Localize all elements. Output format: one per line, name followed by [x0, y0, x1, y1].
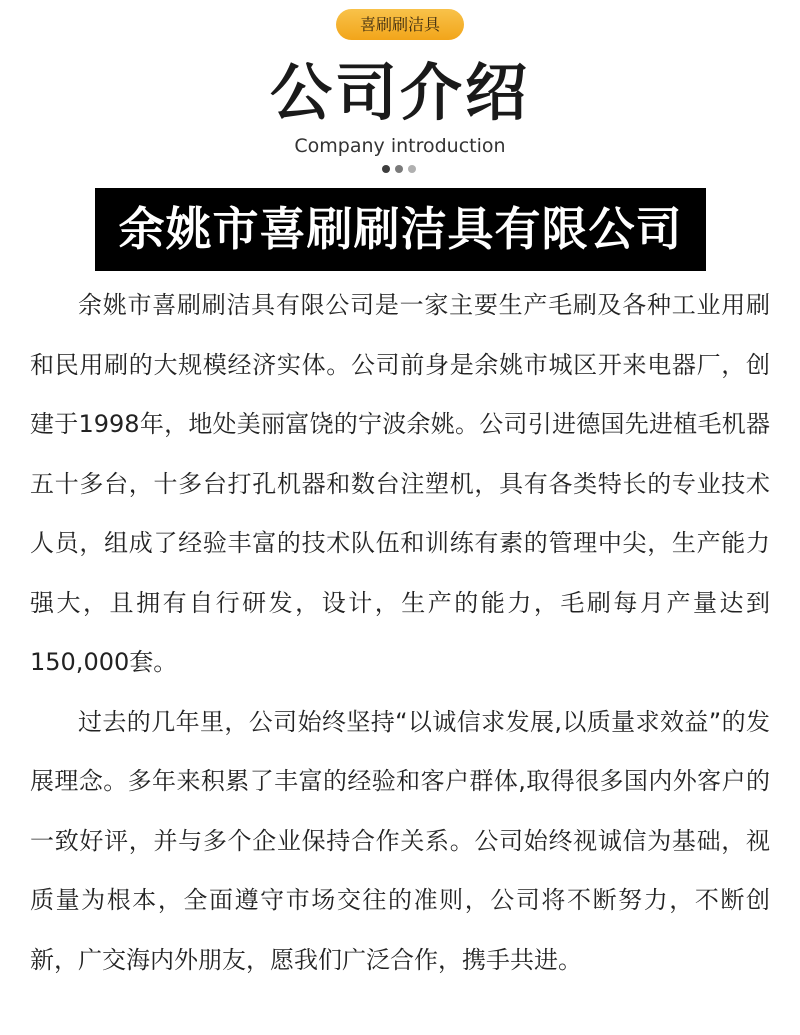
description-paragraph-2: 过去的几年里，公司始终坚持“以诚信求发展,以质量求效益”的发展理念。多年来积累了丰富的经验和客户群体,取得很多国内外客户的一致好评，并与多个企业保持合作关系。公司始终视诚信为基础，视质量为根本，全面遵守市场交往的准则，公司将不断努力，不断创新，广交海内外朋友，愿我们广泛合作，携手共进。: [30, 707, 770, 974]
dot-icon: [382, 165, 390, 173]
page-subtitle: Company introduction: [294, 135, 506, 157]
dot-icon: [395, 165, 403, 173]
page-title: 公司介绍: [269, 56, 530, 129]
decorative-dots: [382, 165, 422, 175]
company-name-banner: 余姚市喜刷刷洁具有限公司: [95, 188, 706, 271]
description-paragraph-1: 余姚市喜刷刷洁具有限公司是一家主要生产毛刷及各种工业用刷和民用刷的大规模经济实体。公司前身是余姚市城区开来电器厂，创建于1998年，地处美丽富饶的宁波余姚。公司引进德国先进植毛机器五十多台，十多台打孔机器和数台注塑机，具有各类特长的专业技术人员，组成了经验丰富的技术队伍和训练有素的管理中尖，生产能力强大，且拥有自行研发，设计，生产的能力，毛刷每月产量达到150,000套。: [30, 291, 770, 676]
company-description: [30, 276, 770, 990]
category-badge: 喜刷刷洁具: [336, 9, 464, 40]
dot-icon: [408, 165, 416, 173]
